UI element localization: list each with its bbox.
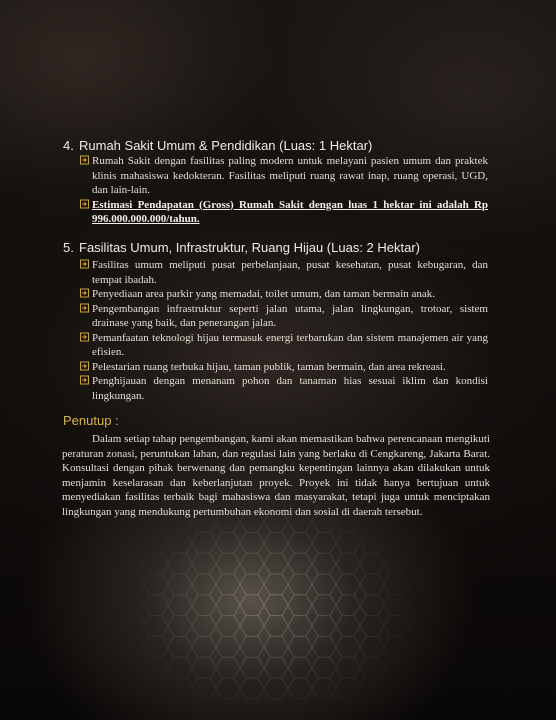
arrow-box-bullet-icon xyxy=(80,375,89,385)
list-item xyxy=(82,198,488,227)
arrow-box-bullet-icon xyxy=(80,199,89,209)
section-heading-4 xyxy=(63,138,372,154)
section-heading-5 xyxy=(63,240,420,256)
list-item xyxy=(82,287,488,302)
arrow-box-bullet-icon xyxy=(80,259,89,269)
list-item xyxy=(82,258,488,287)
list-item xyxy=(82,360,488,375)
arrow-box-bullet-icon xyxy=(80,303,89,313)
arrow-box-bullet-icon xyxy=(80,155,89,165)
list-item-text: Pelestarian ruang terbuka hijau, taman publik, taman bermain, dan area rekreasi. xyxy=(92,360,446,373)
closing-paragraph: Dalam setiap tahap pengembangan, kami akan memastikan bahwa perencanaan mengikuti peraturan zonasi, peruntukan lahan, dan regulasi lain yang berlaku di Cengkareng, Jakarta Barat. Konsultasi dengan pihak berwenang dan pemangku kepentingan lainnya akan dilakukan untuk menjamin keselarasan dan keberlanjutan proyek. Proyek ini tidak hanya bertujuan untuk menyediakan fasilitas terbaik bagi mahasiswa dan masyarakat, tetapi juga untuk menciptakan lingkungan yang mendukung pertumbuhan ekonomi dan sosial di daerah tersebut. xyxy=(62,433,490,518)
list-item-text: Fasilitas umum meliputi pusat perbelanjaan, pusat kesehatan, pusat kebugaran, dan tempat ibadah. xyxy=(92,259,488,286)
list-item-text: Penyediaan area parkir yang memadai, toilet umum, dan taman bermain anak. xyxy=(92,288,436,300)
list-item-text: Pemanfaatan teknologi hijau termasuk energi terbarukan dan sistem manajemen air yang efisien. xyxy=(92,331,488,358)
section-title: Fasilitas Umum, Infrastruktur, Ruang Hijau (Luas: 2 Hektar) xyxy=(79,240,421,255)
section-title: Rumah Sakit Umum & Pendidikan (Luas: 1 Hektar) xyxy=(79,138,373,153)
list-item xyxy=(82,154,488,198)
arrow-box-bullet-icon xyxy=(80,288,89,298)
section-number: 5. xyxy=(63,240,74,255)
list-item-text: Penghijauan dengan menanam pohon dan tanaman hias sesuai iklim dan kondisi lingkungan. xyxy=(92,375,488,402)
revenue-estimate-text: Estimasi Pendapatan (Gross) Rumah Sakit dengan luas 1 hektar ini adalah Rp 996.000.000.000/tahun. xyxy=(92,198,488,225)
section-5-list xyxy=(82,258,488,403)
list-item xyxy=(82,374,488,403)
arrow-box-bullet-icon xyxy=(80,332,89,342)
list-item-text: Pengembangan infrastruktur seperti jalan utama, jalan lingkungan, trotoar, sistem drainase yang baik, dan penerangan jalan. xyxy=(92,302,488,329)
closing-heading: Penutup : xyxy=(63,413,119,428)
list-item xyxy=(82,331,488,360)
section-4-list xyxy=(82,154,488,227)
list-item-text: Rumah Sakit dengan fasilitas paling modern untuk melayani pasien umum dan praktek klinis mahasiswa kedokteran. Fasilitas meliputi ruang rawat inap, ruang operasi, UGD, dan lain-lain. xyxy=(92,155,488,196)
section-number: 4. xyxy=(63,138,74,153)
list-item xyxy=(82,302,488,331)
arrow-box-bullet-icon xyxy=(80,361,89,371)
